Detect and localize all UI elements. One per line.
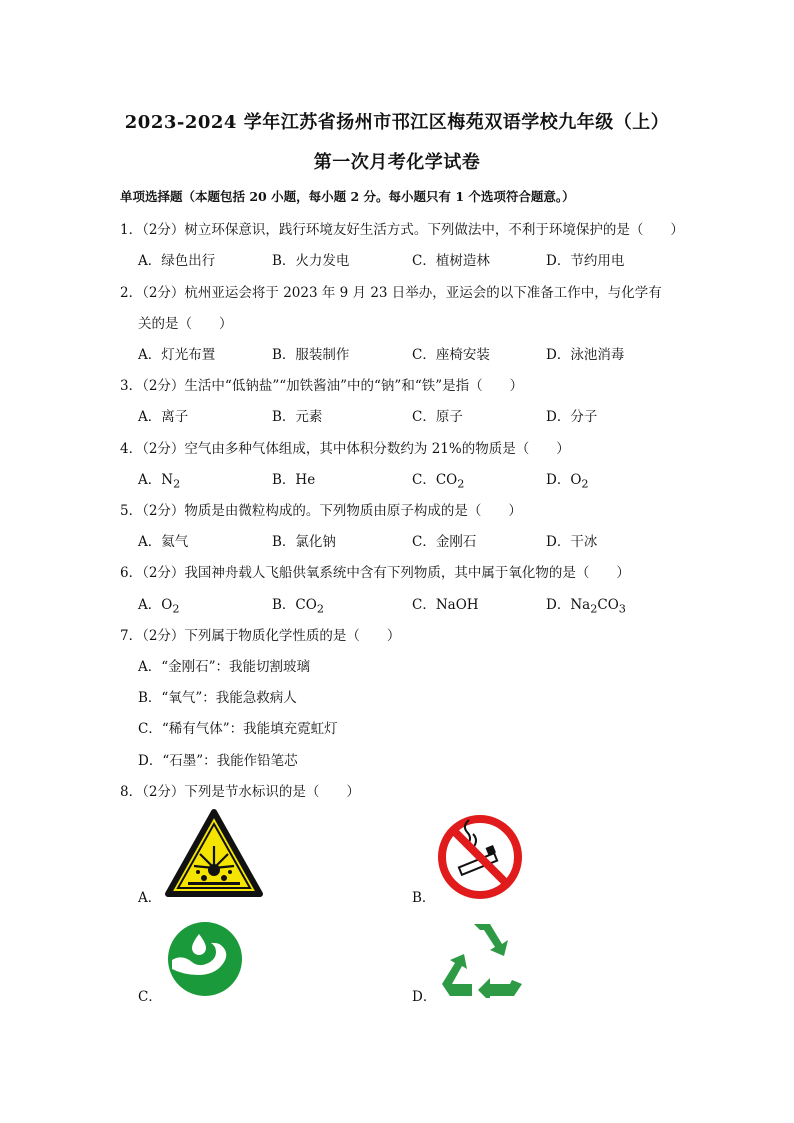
q2-option-d: D．泳池消毒 — [546, 347, 625, 363]
q2-option-c: C．座椅安装 — [412, 347, 490, 363]
q8-option-a: A． — [138, 890, 162, 906]
q8-option-b: B． — [412, 890, 436, 906]
q3-option-d: D．分子 — [546, 409, 598, 425]
q4-option-b: B．He — [272, 472, 316, 488]
q6-option-b: B．$CO_2$ — [272, 597, 324, 616]
water-saving-icon — [166, 920, 244, 1002]
q2-option-a: A．灯光布置 — [138, 347, 216, 363]
q3-option-a: A．离子 — [138, 409, 189, 425]
q4-option-d: D．$O_2$ — [546, 472, 589, 491]
q4-option-a: A．$N_2$ — [138, 472, 181, 491]
exam-title-line1: 2023-2024 学年江苏省扬州市邗江区梅苑双语学校九年级（上） — [124, 112, 670, 133]
q5-option-b: B．氯化钠 — [272, 534, 336, 550]
q5-option-a: A．氦气 — [138, 534, 189, 550]
q3-option-c: C．原子 — [412, 409, 463, 425]
no-smoking-icon — [437, 814, 523, 904]
q1-option-a: A．绿色出行 — [138, 253, 216, 269]
question-6-stem: 6．（2分）我国神舟载人飞船供氧系统中含有下列物质，其中属于氧化物的是（ ） — [120, 565, 630, 581]
question-1-stem: 1．（2分）树立环保意识，践行环境友好生活方式。下列做法中，不利于环境保护的是（ ） — [120, 222, 684, 238]
q8-option-d: D． — [412, 989, 437, 1005]
q5-option-d: D．干冰 — [546, 534, 598, 550]
exam-title-line2: 第一次月考化学试卷 — [313, 152, 481, 173]
question-4-stem: 4．（2分）空气由多种气体组成，其中体积分数约为 21%的物质是（ ） — [120, 441, 570, 457]
q7-option-a: A．“金刚石”：我能切割玻璃 — [138, 659, 311, 675]
q6-option-c: C．NaOH — [412, 597, 479, 613]
q5-option-c: C．金刚石 — [412, 534, 477, 550]
question-8-stem: 8．（2分）下列是节水标识的是（ ） — [120, 784, 360, 800]
q7-option-d: D．“石墨”：我能作铅笔芯 — [138, 753, 298, 769]
q1-option-b: B．火力发电 — [272, 253, 350, 269]
q1-option-d: D．节约用电 — [546, 253, 625, 269]
q7-option-b: B．“氧气”：我能急救病人 — [138, 690, 297, 706]
q3-option-b: B．元素 — [272, 409, 323, 425]
section-header: 单项选择题（本题包括 20 小题，每小题 2 分。每小题只有 1 个选项符合题意。） — [120, 189, 575, 204]
q2-option-b: B．服装制作 — [272, 347, 350, 363]
question-2-stem: 2．（2分）杭州亚运会将于 2023 年 9 月 23 日举办，亚运会的以下准备工作中，与化学有 — [120, 285, 662, 301]
q4-option-c: C．$CO_2$ — [412, 472, 465, 491]
recycling-icon — [438, 918, 526, 1002]
question-3-stem: 3．（2分）生活中“低钠盐”“加铁酱油”中的“钠”和“铁”是指（ ） — [120, 378, 524, 394]
q7-option-c: C．“稀有气体”：我能填充霓虹灯 — [138, 721, 338, 737]
q8-option-c: C． — [138, 989, 162, 1005]
q6-option-d: D．$Na_2CO_3$ — [546, 597, 626, 616]
question-5-stem: 5．（2分）物质是由微粒构成的。下列物质由原子构成的是（ ） — [120, 503, 522, 519]
q6-option-a: A．$O_2$ — [138, 597, 180, 616]
q1-option-c: C．植树造林 — [412, 253, 490, 269]
explosive-warning-icon — [164, 808, 264, 902]
question-7-stem: 7．（2分）下列属于物质化学性质的是（ ） — [120, 628, 401, 644]
question-2-stem-cont: 关的是（ ） — [138, 316, 233, 332]
